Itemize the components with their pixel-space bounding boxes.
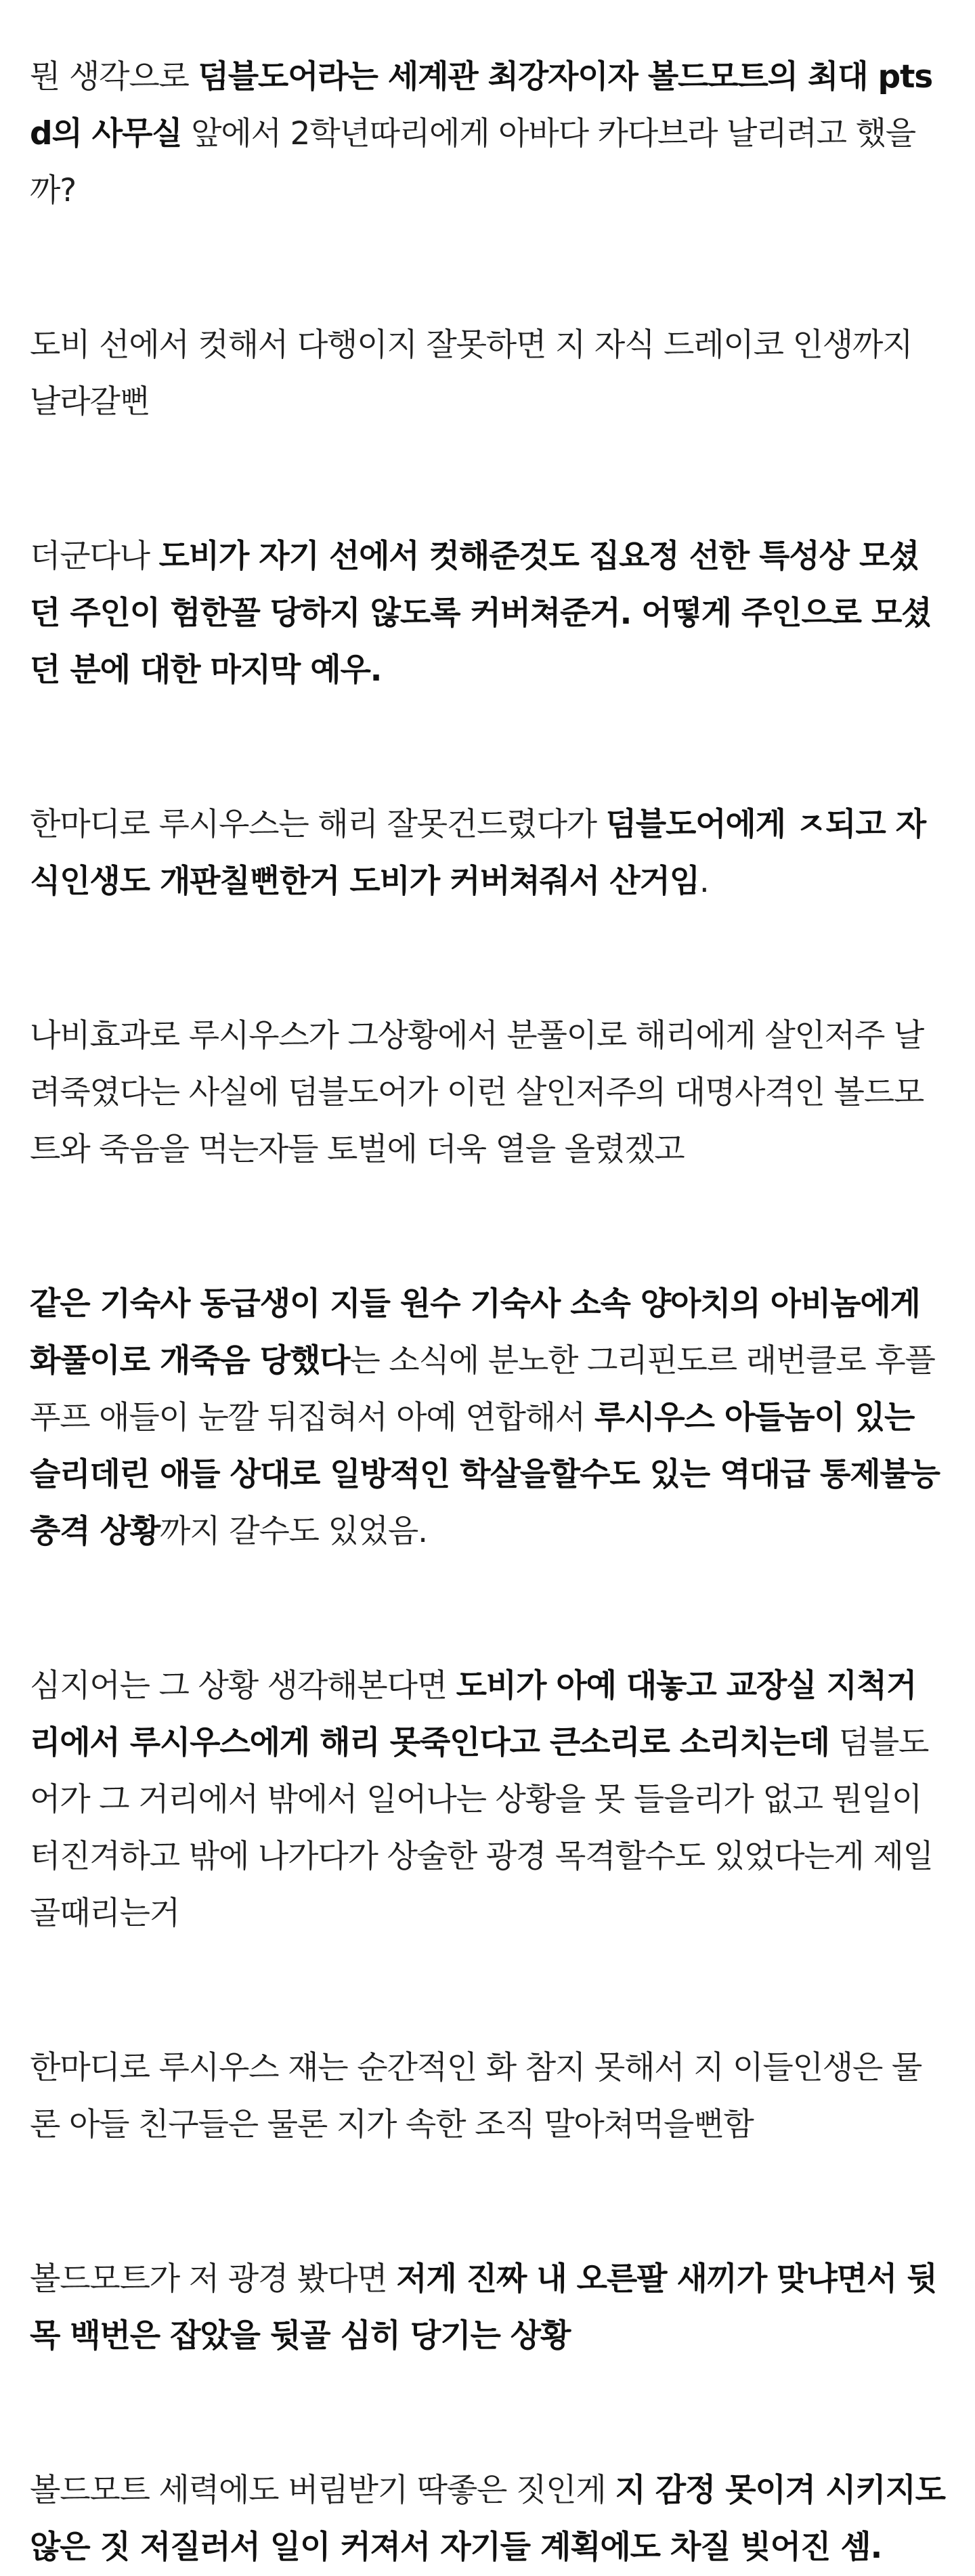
text-segment: 덤블도어가 그 거리에서 밖에서 일어나는 상황을 못 들을리가 없고 뭔일이 터진겨하고 밖에 나가다가 상술한 광경 목격할수도 있었다는게 제일 골때리는거 <box>30 1724 933 1932</box>
bold-text-segment: 도비가 아예 대놓고 교장실 지척거리에서 루시우스에게 해리 못죽인다고 큰소리로 소리치는데 <box>30 1667 917 1761</box>
text-segment: 볼드모트가 저 광경 봤다면 <box>30 2260 397 2298</box>
paragraph <box>30 49 945 219</box>
text-segment: 앞에서 2학년따리에게 아바다 카다브라 날리려고 했을까? <box>30 115 916 209</box>
text-segment: 나비효과로 루시우스가 그상황에서 분풀이로 해리에게 살인저주 날려죽였다는 사실에 덤블도어가 이런 살인저주의 대명사격인 볼드모트와 죽음을 먹는자들 토벌에 더욱 열을 올렸겠고 <box>30 1017 924 1168</box>
bold-text-segment: 덤블도어에게 ㅈ되고 자식인생도 개판칠뻔한거 도비가 커버쳐줘서 산거임 <box>30 806 926 900</box>
paragraph <box>30 2251 945 2365</box>
paragraph <box>30 1658 945 1942</box>
paragraph <box>30 317 945 431</box>
text-segment: 한마디로 루시우스는 해리 잘못건드렸다가 <box>30 806 606 843</box>
text-segment: 뭔 생각으로 <box>30 58 198 95</box>
text-segment: 심지어는 그 상황 생각해본다면 <box>30 1667 456 1704</box>
paragraph <box>30 2040 945 2153</box>
bold-text-segment: 덤블도어라는 세계관 최강자이자 볼드모트의 최대 ptsd의 사무실 <box>30 58 933 152</box>
bold-text-segment: 저게 진짜 내 오른팔 새끼가 맞냐면서 뒷목 백번은 잡았을 뒷골 심히 당기는 상황 <box>30 2260 937 2355</box>
text-segment: 는 소식에 분노한 그리핀도르 래번클로 후플푸프 애들이 눈깔 뒤집혀서 아예 연합해서 <box>30 1342 935 1436</box>
text-segment: 까지 갈수도 있었음. <box>159 1513 427 1550</box>
paragraph <box>30 796 945 910</box>
bold-text-segment: 루시우스 아들놈이 있는 슬리데린 애들 상대로 일방적인 학살을할수도 있는 역대급 통제불능 충격 상황 <box>30 1399 940 1550</box>
bold-text-segment: 도비가 자기 선에서 컷해준것도 집요정 선한 특성상 모셨던 주인이 험한꼴 당하지 않도록 커버쳐준거. 어떻게 주인으로 모셨던 분에 대한 마지막 예우. <box>30 538 932 689</box>
text-segment: 더군다나 <box>30 538 159 575</box>
bold-text-segment: 같은 기숙사 동급생이 지들 원수 기숙사 소속 양아치의 아비놈에게 화풀이로 개죽음 당했다 <box>30 1285 920 1379</box>
text-segment: 한마디로 루시우스 쟤는 순간적인 화 참지 못해서 지 이들인생은 물론 아들 친구들은 물론 지가 속한 조직 말아쳐먹을뻔함 <box>30 2049 922 2143</box>
bold-text-segment: 지 감정 못이겨 시키지도 않은 짓 저질러서 일이 커져서 자기들 계획에도 차질 빚어진 셈. <box>30 2472 945 2566</box>
text-segment: 도비 선에서 컷해서 다행이지 잘못하면 지 자식 드레이코 인생까지 날라갈뻔 <box>30 326 913 421</box>
paragraph <box>30 528 945 699</box>
paragraph <box>30 1276 945 1560</box>
paragraph <box>30 2462 945 2576</box>
text-segment: . <box>699 863 709 900</box>
text-segment: 볼드모트 세력에도 버림받기 딱좋은 짓인게 <box>30 2472 615 2509</box>
paragraph <box>30 1008 945 1178</box>
